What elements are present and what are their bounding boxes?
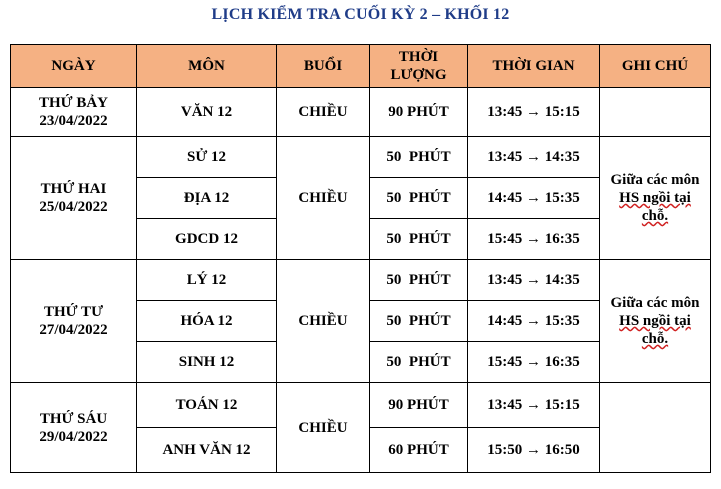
time-cell: 13:45 → 15:15	[468, 88, 600, 137]
header-thoi-luong	[370, 45, 468, 88]
subject-cell: SỬ 12	[137, 137, 277, 178]
subject-cell: SINH 12	[137, 342, 277, 383]
duration-cell: 50 PHÚT	[370, 301, 468, 342]
duration-cell: 50 PHÚT	[370, 178, 468, 219]
duration-cell: 50 PHÚT	[370, 219, 468, 260]
time-cell: 15:45 → 16:35	[468, 219, 600, 260]
duration-cell: 50 PHÚT	[370, 342, 468, 383]
table-row	[11, 383, 711, 428]
weekday: THỨ SÁU	[39, 410, 108, 427]
session-cell: CHIỀU	[277, 260, 370, 383]
time-cell: 13:45 → 14:35	[468, 260, 600, 301]
header-ghi-chu: GHI CHÚ	[600, 45, 711, 88]
note-cell	[600, 88, 711, 137]
weekday: THỨ BẢY	[38, 95, 109, 111]
table-row	[11, 260, 711, 301]
time-cell: 13:45 → 14:35	[468, 137, 600, 178]
weekday: THỨ TƯ	[43, 304, 104, 320]
subject-cell: LÝ 12	[137, 260, 277, 301]
day-cell	[11, 260, 137, 383]
exam-schedule-table	[10, 44, 711, 473]
day-cell	[11, 137, 137, 260]
day-cell	[11, 88, 137, 137]
time-cell: 14:45 → 15:35	[468, 178, 600, 219]
session-cell: CHIỀU	[277, 88, 370, 137]
duration-cell: 90 PHÚT	[370, 88, 468, 137]
date: 23/04/2022	[39, 113, 108, 129]
date: 29/04/2022	[39, 428, 108, 445]
header-ngay: NGÀY	[11, 45, 137, 88]
duration-cell: 50 PHÚT	[370, 137, 468, 178]
note-line: Giữa các môn	[610, 295, 700, 311]
note-cell	[600, 137, 711, 260]
note-line: HS ngồi tại	[619, 313, 691, 329]
date: 25/04/2022	[39, 199, 108, 215]
session-cell: CHIỀU	[277, 383, 370, 473]
note-cell	[600, 260, 711, 383]
duration-cell: 50 PHÚT	[370, 260, 468, 301]
duration-cell: 90 PHÚT	[370, 383, 468, 428]
header-mon: MÔN	[137, 45, 277, 88]
time-cell: 14:45 → 15:35	[468, 301, 600, 342]
page-title: LỊCH KIỂM TRA CUỐI KỲ 2 – KHỐI 12	[211, 6, 510, 23]
time-cell: 15:45 → 16:35	[468, 342, 600, 383]
header-thoi-luong-line1: THỜI	[398, 49, 439, 65]
day-cell	[11, 383, 137, 473]
subject-cell: VĂN 12	[137, 88, 277, 137]
subject-cell: TOÁN 12	[137, 383, 277, 428]
session-cell: CHIỀU	[277, 137, 370, 260]
note-line: HS ngồi tại	[619, 190, 691, 206]
table-row	[11, 88, 711, 137]
weekday: THỨ HAI	[40, 181, 107, 197]
header-row	[11, 45, 711, 88]
date: 27/04/2022	[39, 322, 108, 338]
time-cell: 15:50 → 16:50	[468, 428, 600, 473]
subject-cell: HÓA 12	[137, 301, 277, 342]
header-thoi-gian: THỜI GIAN	[468, 45, 600, 88]
note-line: Giữa các môn	[610, 172, 700, 188]
header-buoi: BUỔI	[277, 45, 370, 88]
note-cell	[600, 383, 711, 473]
subject-cell: GDCD 12	[137, 219, 277, 260]
header-thoi-luong-line2: LƯỢNG	[390, 67, 447, 83]
note-line: chỗ.	[641, 208, 669, 224]
subject-cell: ANH VĂN 12	[137, 428, 277, 473]
table-row	[11, 137, 711, 178]
duration-cell: 60 PHÚT	[370, 428, 468, 473]
subject-cell: ĐỊA 12	[137, 178, 277, 219]
note-line: chỗ.	[641, 331, 669, 347]
time-cell: 13:45 → 15:15	[468, 383, 600, 428]
